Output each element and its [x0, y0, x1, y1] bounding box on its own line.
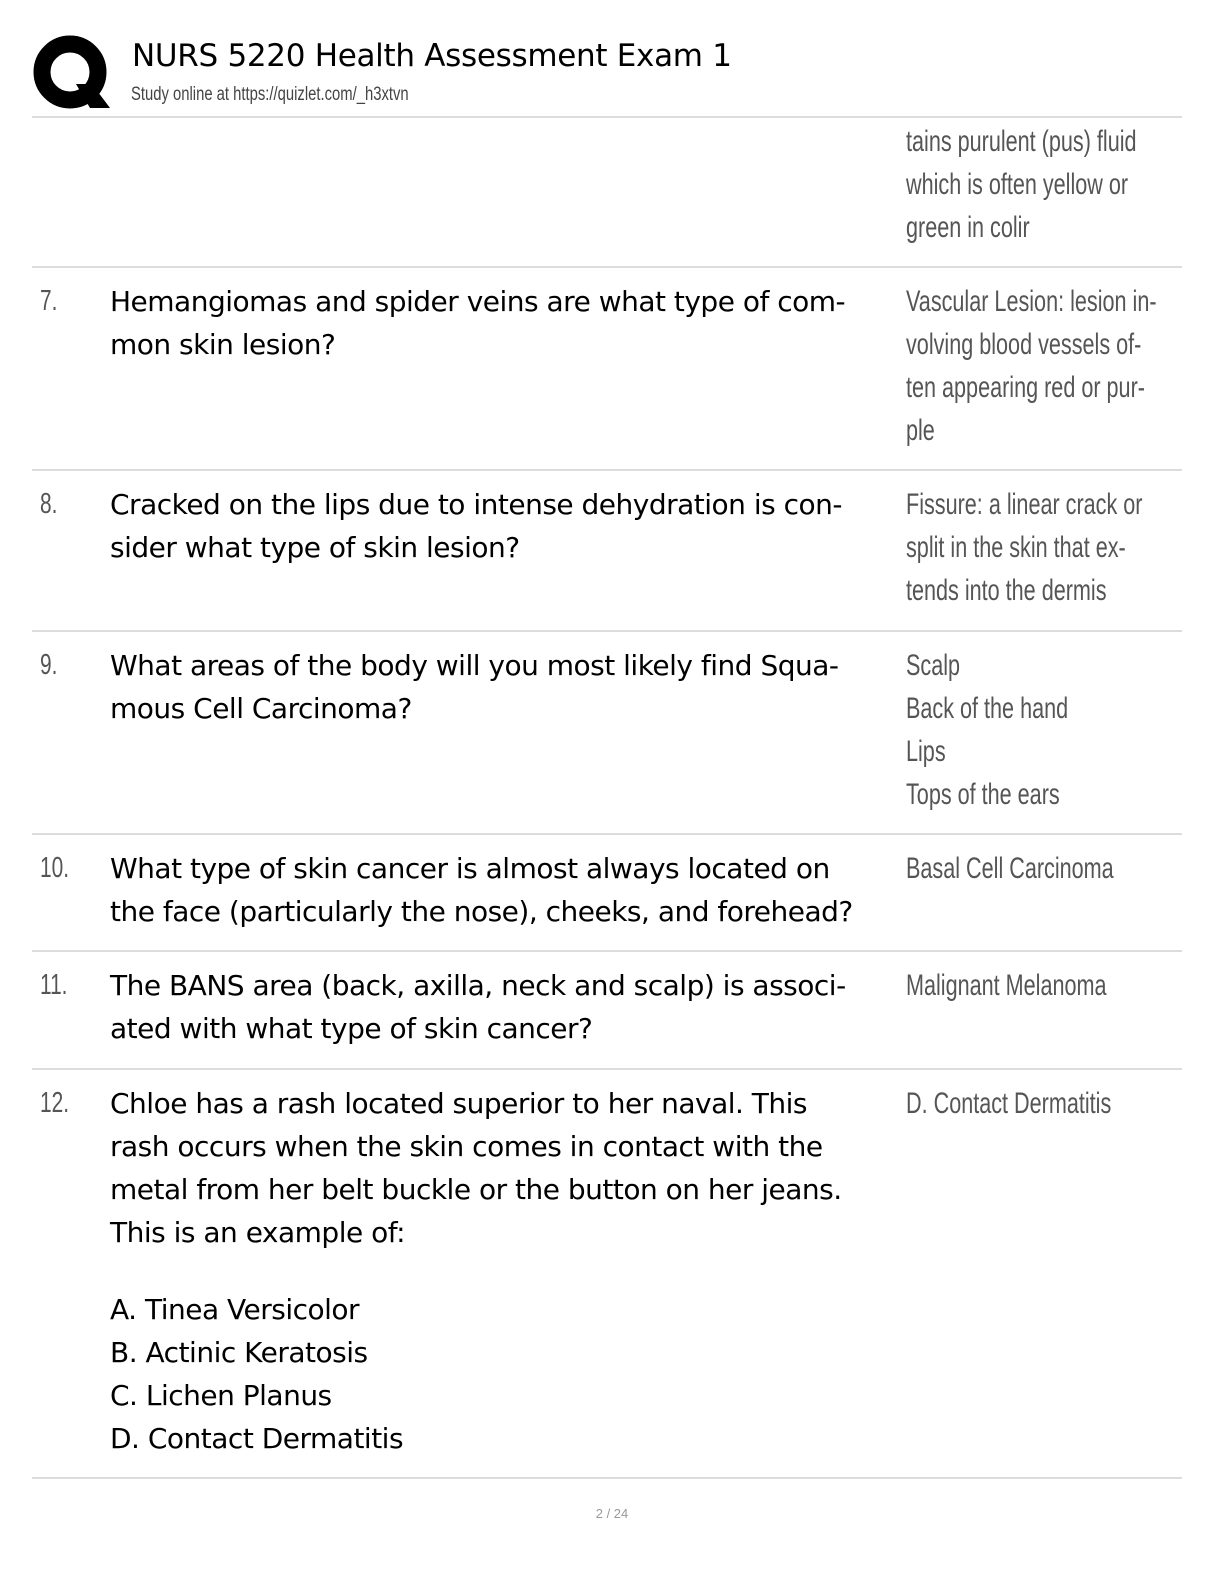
card-number: 9. — [40, 649, 58, 681]
divider — [32, 833, 1182, 835]
answer-line: Lips — [906, 735, 946, 768]
card-number: 11. — [40, 969, 68, 1001]
divider — [32, 116, 1182, 118]
question-line: the face (particularly the nose), cheeks, and forehead? — [110, 895, 853, 928]
card-number: 12. — [40, 1087, 70, 1119]
divider — [32, 630, 1182, 632]
answer-line: Back of the hand — [906, 692, 1069, 725]
divider — [32, 266, 1182, 268]
quizlet-q-logo-icon — [32, 34, 112, 114]
option-a: A. Tinea Versicolor — [110, 1293, 360, 1326]
divider — [32, 469, 1182, 471]
answer-text — [906, 120, 1137, 249]
page-header — [0, 0, 1224, 118]
answer-line: green in colir — [906, 211, 1030, 244]
answer-line: tains purulent (pus) fluid — [906, 125, 1137, 158]
question-line: rash occurs when the skin comes in contact with the — [110, 1130, 823, 1163]
question-line: Hemangiomas and spider veins are what type of com- — [110, 285, 846, 318]
answer-line: ple — [906, 414, 935, 447]
answer-line: split in the skin that ex- — [906, 531, 1126, 564]
option-b: B. Actinic Keratosis — [110, 1336, 368, 1369]
answer-text — [906, 964, 1107, 1007]
study-online-link[interactable]: Study online at https://quizlet.com/_h3xtvn — [131, 84, 409, 105]
answer-line: Malignant Melanoma — [906, 969, 1107, 1002]
question-text — [110, 280, 910, 366]
question-line: ated with what type of skin cancer? — [110, 1012, 593, 1045]
answer-line: Fissure: a linear crack or — [906, 488, 1143, 521]
divider — [32, 950, 1182, 952]
answer-text — [906, 1082, 1111, 1125]
answer-text — [906, 280, 1157, 452]
question-line: This is an example of: — [110, 1216, 406, 1249]
page-number: 2 / 24 — [595, 1506, 629, 1521]
question-line: Cracked on the lips due to intense dehydration is con- — [110, 488, 842, 521]
answer-line: which is often yellow or — [906, 168, 1129, 201]
question-line: mon skin lesion? — [110, 328, 336, 361]
question-line: What type of skin cancer is almost always located on — [110, 852, 830, 885]
question-line: Chloe has a rash located superior to her naval. This — [110, 1087, 808, 1120]
question-line: What areas of the body will you most likely find Squa- — [110, 649, 839, 682]
divider — [32, 1477, 1182, 1479]
answer-line: volving blood vessels of- — [906, 328, 1142, 361]
answer-text — [906, 483, 1142, 612]
question-line: mous Cell Carcinoma? — [110, 692, 412, 725]
question-line: metal from her belt buckle or the button on her jeans. — [110, 1173, 842, 1206]
answer-line: Tops of the ears — [906, 778, 1060, 811]
question-text — [110, 847, 910, 933]
card-number: 8. — [40, 488, 58, 520]
answer-text — [906, 644, 1068, 816]
answer-text — [906, 847, 1114, 890]
divider — [32, 1068, 1182, 1070]
answer-options — [110, 1288, 910, 1460]
question-text — [110, 483, 910, 569]
question-text — [110, 1082, 910, 1460]
answer-line: Vascular Lesion: lesion in- — [906, 285, 1157, 318]
card-number: 10. — [40, 852, 70, 884]
option-d: D. Contact Dermatitis — [110, 1422, 404, 1455]
answer-line: D. Contact Dermatitis — [906, 1087, 1112, 1120]
answer-line: tends into the dermis — [906, 574, 1107, 607]
answer-line: Basal Cell Carcinoma — [906, 852, 1114, 885]
question-line: The BANS area (back, axilla, neck and scalp) is associ- — [110, 969, 846, 1002]
answer-line: ten appearing red or pur- — [906, 371, 1145, 404]
option-c: C. Lichen Planus — [110, 1379, 332, 1412]
question-text — [110, 644, 910, 730]
question-line: sider what type of skin lesion? — [110, 531, 520, 564]
question-text — [110, 964, 910, 1050]
answer-line: Scalp — [906, 649, 961, 682]
document-title: NURS 5220 Health Assessment Exam 1 — [132, 38, 732, 74]
card-number: 7. — [40, 285, 58, 317]
